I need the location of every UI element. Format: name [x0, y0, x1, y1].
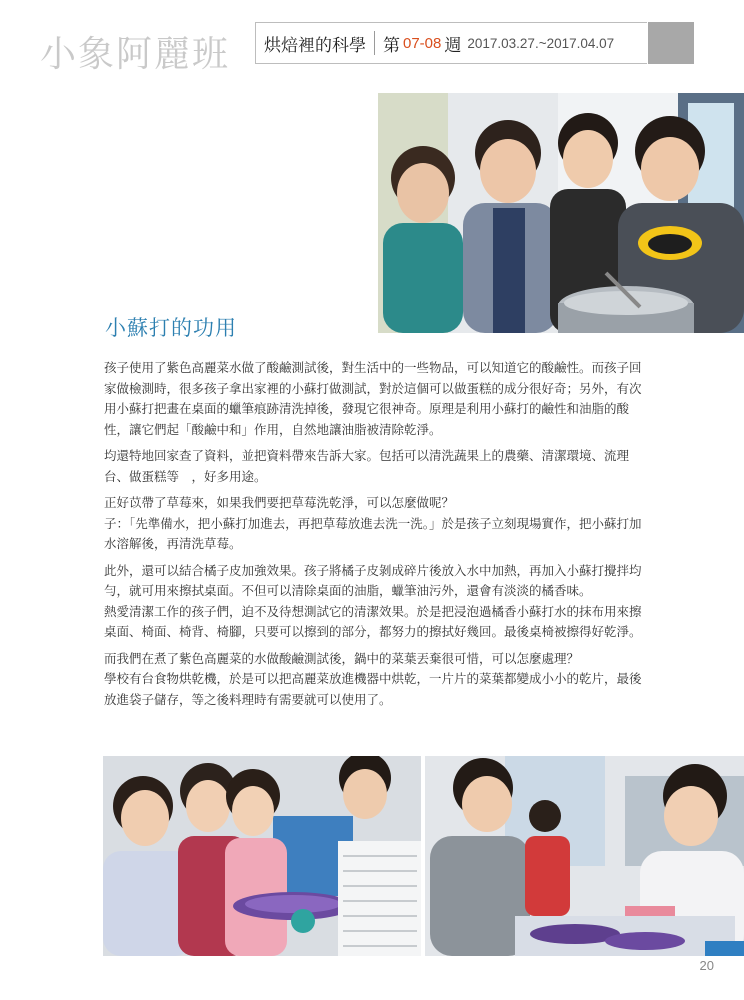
- date-range: 2017.03.27.~2017.04.07: [467, 35, 615, 51]
- article-body: [104, 358, 646, 716]
- topic-title: 烘焙裡的科學: [264, 35, 366, 56]
- header-gray-block: [648, 22, 694, 64]
- week-suffix: 週: [444, 35, 462, 56]
- page-number: 20: [699, 958, 714, 973]
- week-prefix: 第: [383, 35, 400, 56]
- paragraph: 此外，還可以結合橘子皮加強效果。孩子將橘子皮剝成碎片後放入水中加熱，再加入小蘇打攪拌均勻，就可用來擦拭桌面。不但可以清除桌面的油脂，蠟筆油污外，還會有淡淡的橘香味。 熱愛清潔工作的孩子們，迫不及待想測試它的清潔效果。於是把浸泡過橘香小蘇打水的抹布用來擦桌面、椅面、椅背、椅腳，只要可以擦到的部分，都努力的擦拭好幾回。最後桌椅被擦得好乾淨。: [104, 562, 642, 639]
- brand-title: 小象阿麗班: [40, 34, 231, 75]
- paragraph: 正好苡帶了草莓來，如果我們要把草莓洗乾淨，可以怎麼做呢？ 子：「先準備水，把小蘇打加進去，再把草莓放進去洗一洗。」於是孩子立刻現場實作，把小蘇打加水溶解後，再清洗草莓。: [104, 495, 642, 551]
- photo-children-cooking: [378, 93, 744, 333]
- photo-cabbage-dryer: [103, 756, 421, 956]
- issue-header: [255, 22, 647, 64]
- paragraph: 孩子使用了紫色高麗菜水做了酸鹼測試後，對生活中的一些物品，可以知道它的酸鹼性。而孩子回家做檢測時，很多孩子拿出家裡的小蘇打做測試，對於這個可以做蛋糕的成分很好奇；另外，有次用小蘇打把畫在桌面的蠟筆痕跡清洗掉後，發現它很神奇。原理是利用小蘇打的鹼性和油脂的酸性，讓它們起「酸鹼中和」作用，自然地讓油脂被清除乾淨。: [104, 360, 642, 437]
- week-number: 07-08: [403, 34, 442, 52]
- paragraph: 均還特地回家查了資料，並把資料帶來告訴大家。包括可以清洗蔬果上的農藥、清潔環境、流理台、做蛋糕等 ，好多用途。: [104, 448, 630, 484]
- photo-cabbage-table: [425, 756, 744, 956]
- header-divider: [374, 31, 375, 55]
- section-title: 小蘇打的功用: [105, 316, 237, 340]
- paragraph: 而我們在煮了紫色高麗菜的水做酸鹼測試後，鍋中的菜葉丟棄很可惜，可以怎麼處理？ 學校有台食物烘乾機，於是可以把高麗菜放進機器中烘乾，一片片的菜葉都變成小小的乾片，最後放進袋子儲存，等之後料理時有需要就可以使用了。: [104, 650, 642, 707]
